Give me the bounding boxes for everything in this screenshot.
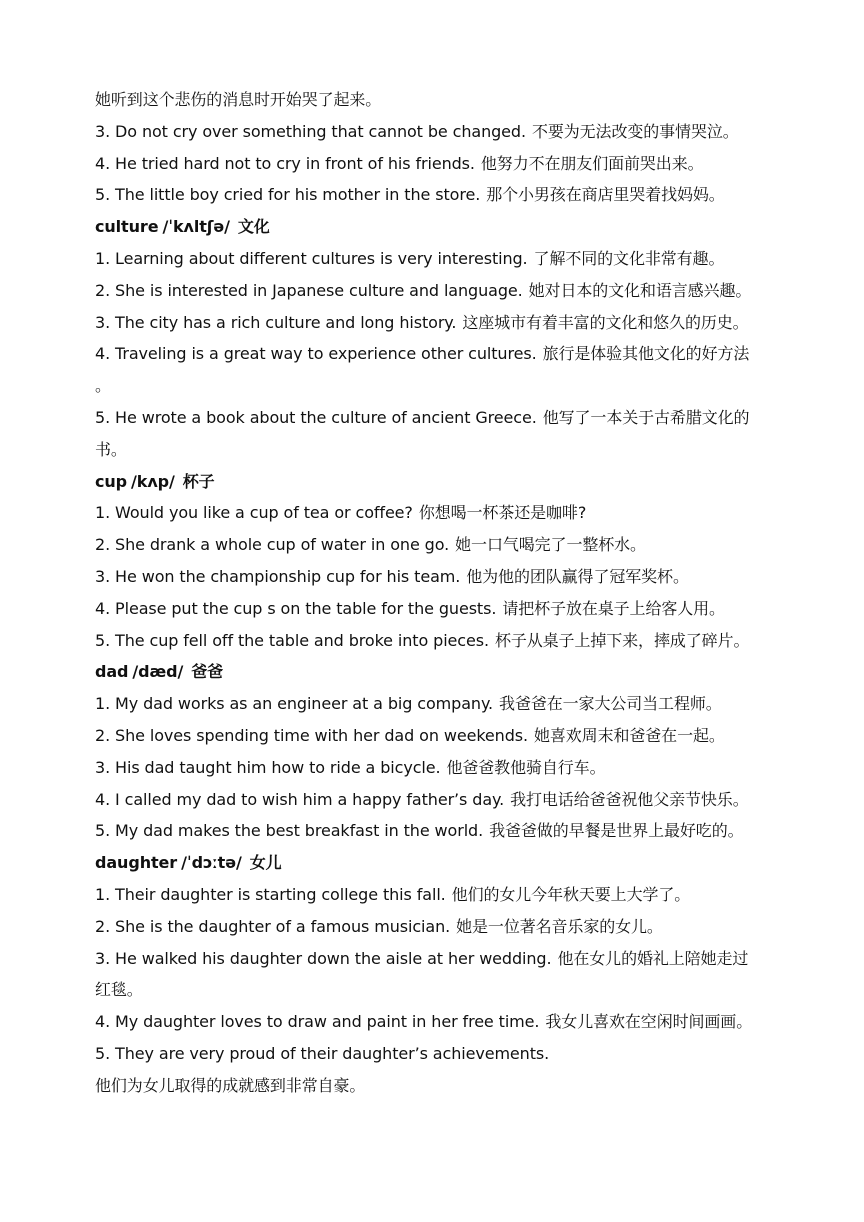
text-line [95,974,784,1006]
example-sentence [95,943,784,975]
example-sentence [95,720,784,752]
chinese-translation: 我女儿喜欢在空闲时间画画。 [545,1012,753,1032]
headword: daughter [95,853,178,873]
example-sentence [95,911,784,943]
text-line [95,370,784,402]
english-sentence: 1. Their daughter is starting college this fall. [95,884,446,904]
headword: cup [95,471,128,491]
line-text: 5. They are very proud of their daughter’s achievements. [95,1043,550,1063]
example-sentence [95,625,784,657]
line-text: 他们为女儿取得的成就感到非常自豪。 [95,1075,366,1095]
meaning: 爸爸 [191,662,224,682]
phonetic: /dæd/ [132,662,184,682]
english-sentence: 3. Do not cry over something that cannot be changed. [95,121,526,141]
document-body [95,84,784,1102]
english-sentence: 4. He tried hard not to cry in front of his friends. [95,153,475,173]
headword: culture [95,217,159,237]
meaning: 文化 [237,217,270,237]
english-sentence: 3. He walked his daughter down the aisle at her wedding. [95,948,552,968]
chinese-translation: 她对日本的文化和语言感兴趣。 [528,280,752,300]
phonetic: /ˈdɔːtə/ [181,853,242,873]
vocab-entry-heading [95,847,784,879]
chinese-translation: 不要为无法改变的事情哭泣。 [531,121,739,141]
example-sentence [95,593,784,625]
example-sentence [95,815,784,847]
english-sentence: 3. He won the championship cup for his team. [95,566,461,586]
text-line [95,84,784,116]
example-sentence [95,307,784,339]
english-sentence: 5. My dad makes the best breakfast in the world. [95,821,484,841]
text-line [95,434,784,466]
english-sentence: 3. His dad taught him how to ride a bicycle. [95,757,441,777]
chinese-translation: 你想喝一杯茶还是咖啡? [418,503,587,523]
english-sentence: 3. The city has a rich culture and long history. [95,312,457,332]
english-sentence: 4. My daughter loves to draw and paint in her free time. [95,1012,540,1032]
chinese-translation: 她喜欢周末和爸爸在一起。 [533,725,725,745]
phonetic: /ˈkʌltʃə/ [162,217,230,237]
example-sentence [95,402,784,434]
chinese-translation: 他努力不在朋友们面前哭出来。 [480,153,704,173]
text-line [95,1070,784,1102]
english-sentence: 1. Learning about different cultures is very interesting. [95,248,528,268]
vocab-entry-heading [95,211,784,243]
line-text: 红毯。 [95,980,143,1000]
example-sentence [95,752,784,784]
chinese-translation: 杯子从桌子上掉下来，摔成了碎片。 [494,630,750,650]
english-sentence: 5. The cup fell off the table and broke into pieces. [95,630,489,650]
meaning: 杯子 [182,471,215,491]
example-sentence [95,688,784,720]
line-text: 书。 [95,439,127,459]
english-sentence: 4. I called my dad to wish him a happy father’s day. [95,789,505,809]
english-sentence: 2. She is interested in Japanese culture and language. [95,280,523,300]
headword: dad [95,662,129,682]
example-sentence [95,243,784,275]
chinese-translation: 我打电话给爸爸祝他父亲节快乐。 [510,789,749,809]
example-sentence [95,116,784,148]
chinese-translation: 了解不同的文化非常有趣。 [533,248,725,268]
vocab-entry-heading [95,656,784,688]
example-sentence [95,179,784,211]
meaning: 女儿 [249,853,282,873]
example-sentence [95,879,784,911]
english-sentence: 5. The little boy cried for his mother in the store. [95,185,481,205]
english-sentence: 4. Traveling is a great way to experience other cultures. [95,344,537,364]
chinese-translation: 我爸爸在一家大公司当工程师。 [499,694,722,714]
chinese-translation: 他在女儿的婚礼上陪她走过 [557,948,749,968]
example-sentence [95,338,784,370]
example-sentence [95,784,784,816]
example-sentence [95,275,784,307]
chinese-translation: 他爸爸教他骑自行车。 [446,757,606,777]
text-line [95,1038,784,1070]
line-text: 。 [95,376,111,396]
chinese-translation: 那个小男孩在商店里哭着找妈妈。 [486,185,725,205]
english-sentence: 2. She is the daughter of a famous musician. [95,916,451,936]
chinese-translation: 他写了一本关于古希腊文化的 [542,407,750,427]
chinese-translation: 旅行是体验其他文化的好方法 [542,344,750,364]
english-sentence: 2. She drank a whole cup of water in one go. [95,535,450,555]
chinese-translation: 这座城市有着丰富的文化和悠久的历史。 [462,312,749,332]
example-sentence [95,497,784,529]
chinese-translation: 她一口气喝完了一整杯水。 [455,535,646,555]
english-sentence: 1. My dad works as an engineer at a big company. [95,694,494,714]
chinese-translation: 他为他的团队赢得了冠军奖杯。 [466,566,689,586]
chinese-translation: 他们的女儿今年秋天要上大学了。 [451,884,691,904]
example-sentence [95,1006,784,1038]
example-sentence [95,529,784,561]
vocab-entry-heading [95,466,784,498]
chinese-translation: 我爸爸做的早餐是世界上最好吃的。 [489,821,744,841]
english-sentence: 4. Please put the cup s on the table for the guests. [95,598,497,618]
chinese-translation: 请把杯子放在桌子上给客人用。 [502,598,725,618]
line-text: 她听到这个悲伤的消息时开始哭了起来。 [95,90,382,109]
example-sentence [95,561,784,593]
english-sentence: 1. Would you like a cup of tea or coffee? [95,503,413,523]
example-sentence [95,148,784,180]
chinese-translation: 她是一位著名音乐家的女儿。 [456,916,663,936]
english-sentence: 2. She loves spending time with her dad on weekends. [95,725,528,745]
english-sentence: 5. He wrote a book about the culture of ancient Greece. [95,407,537,427]
phonetic: /kʌp/ [131,471,175,491]
